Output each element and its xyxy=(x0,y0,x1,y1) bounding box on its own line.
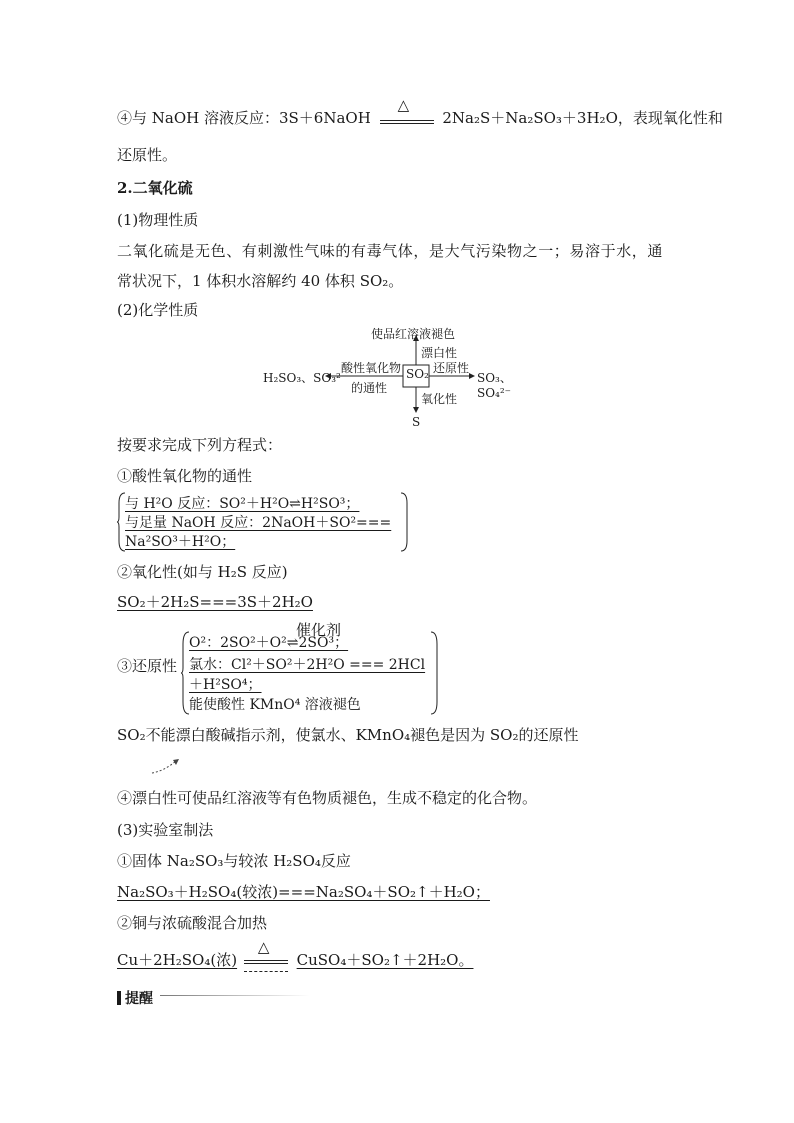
dotted-arrow-icon xyxy=(150,757,182,775)
diagram-down-product: S xyxy=(412,415,421,429)
subheading: (1)物理性质 xyxy=(117,211,199,229)
reducing-o2-eq: O²：2SO²＋O²⇌2SO³； xyxy=(189,635,349,651)
diagram-top-label: 使品红溶液褪色 xyxy=(371,327,456,341)
so2-property-diagram xyxy=(255,323,545,435)
reducing-chlorine-products: ＋H²SO⁴； xyxy=(189,677,262,693)
lab-eq-2-left: Cu＋2H₂SO₄(浓) xyxy=(117,951,238,969)
reducing-chlorine-eq: 氯水：Cl²＋SO²＋2H²O === 2HCl xyxy=(189,657,426,673)
acid-naoh-eq: 与足量 NaOH 反应：2NaOH＋SO²=== xyxy=(125,515,392,531)
note-text: SO₂不能漂白酸碱指示剂，使氯水、KMnO₄褪色是因为 SO₂的还原性 xyxy=(117,726,579,744)
section-heading: 2.二氧化硫 xyxy=(117,179,193,197)
acid-naoh-products: Na²SO³＋H²O； xyxy=(125,534,236,550)
heat-symbol: △ xyxy=(257,938,270,956)
hint-divider xyxy=(160,995,310,996)
hint-label: 提醒 xyxy=(125,991,153,1007)
heat-condition xyxy=(242,938,292,970)
lab-eq-2 xyxy=(117,938,474,970)
text-line: ①固体 Na₂SO₃与较浓 H₂SO₄反应 xyxy=(117,852,351,870)
acid-equations xyxy=(117,491,409,553)
reducing-label: ③还原性 xyxy=(117,657,178,675)
diagram-left-products: H₂SO₃、SO₃²⁻ xyxy=(263,371,348,385)
text-line: ②铜与浓硫酸混合加热 xyxy=(117,914,268,932)
diagram-right-label: 还原性 xyxy=(433,361,470,375)
diagram-left-label-2: 的通性 xyxy=(351,381,388,395)
reaction-naoh-right: 2Na₂S＋Na₂SO₃＋3H₂O，表现氧化性和 xyxy=(442,109,723,127)
hint-bar-icon xyxy=(117,991,121,1005)
text-line: 二氧化硫是无色、有刺激性气味的有毒气体，是大气污染物之一；易溶于水，通 xyxy=(117,242,664,260)
oxidation-eq: SO₂＋2H₂S===3S＋2H₂O xyxy=(117,593,313,611)
reducing-equations xyxy=(181,630,439,716)
reaction-naoh-left: ④与 NaOH 溶液反应：3S＋6NaOH xyxy=(117,109,371,127)
diagram-bleach-label: 漂白性 xyxy=(421,346,458,360)
acid-water-eq: 与 H²O 反应：SO²＋H²O⇌H²SO³； xyxy=(125,496,360,512)
diagram-down-label: 氧化性 xyxy=(421,392,458,406)
subheading: ②氧化性(如与 H₂S 反应) xyxy=(117,563,288,581)
text-line: ④漂白性可使品红溶液等有色物质褪色，生成不稳定的化合物。 xyxy=(117,789,538,807)
lab-eq-2-right: CuSO₄＋SO₂↑＋2H₂O。 xyxy=(296,951,474,969)
text-line: 按要求完成下列方程式： xyxy=(117,436,283,454)
text-line: 还原性。 xyxy=(117,146,178,164)
diagram-left-label: 酸性氧化物 xyxy=(341,361,402,375)
diagram-right-products: SO₃、SO₄²⁻ xyxy=(477,371,512,400)
diagram-center: SO₂ xyxy=(406,367,429,381)
catalyst-label: 催化剂 xyxy=(296,621,342,639)
text-line: 常状况下，1 体积水溶解约 40 体积 SO₂。 xyxy=(117,272,404,290)
heat-condition xyxy=(376,96,438,128)
reaction-naoh xyxy=(117,96,723,128)
reducing-kmno4: 能使酸性 KMnO⁴ 溶液褪色 xyxy=(189,697,361,713)
hint-header xyxy=(117,988,153,1008)
heat-symbol: △ xyxy=(397,96,410,114)
subheading: (3)实验室制法 xyxy=(117,821,214,839)
lab-eq-1: Na₂SO₃＋H₂SO₄(较浓)===Na₂SO₄＋SO₂↑＋H₂O； xyxy=(117,883,490,901)
subheading: ①酸性氧化物的通性 xyxy=(117,467,253,485)
subheading: (2)化学性质 xyxy=(117,301,199,319)
